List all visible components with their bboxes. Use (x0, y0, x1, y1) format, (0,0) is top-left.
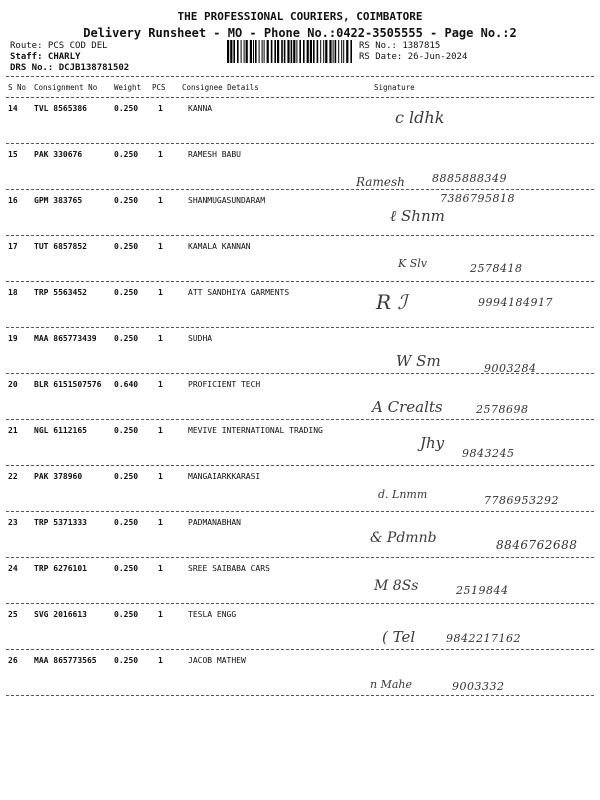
row-pcs: 1 (158, 196, 163, 205)
row-sno: 23 (8, 518, 18, 527)
signature-22: d. Lnmm (378, 488, 428, 501)
row-consignee: MEVIVE INTERNATIONAL TRADING (188, 426, 323, 435)
row-consignee: KAMALA KANNAN (188, 242, 251, 251)
signature-18: R ℐ (376, 290, 407, 314)
route-label: Route: PCS COD DEL (10, 41, 108, 51)
row-sno: 19 (8, 334, 18, 343)
row-consignee: MANGAIARKKARASI (188, 472, 261, 481)
signature-17-phone: 2578418 (470, 262, 523, 275)
staff-label: Staff: CHARLY (10, 52, 81, 62)
signature-26-phone: 9003332 (452, 680, 505, 693)
col-weight: Weight (114, 83, 142, 92)
row-sno: 16 (8, 196, 18, 205)
row-consignment-no: TRP 6276101 (34, 564, 87, 573)
row-consignment-no: TRP 5563452 (34, 288, 87, 297)
row-pcs: 1 (158, 656, 163, 665)
row-weight: 0.250 (114, 334, 139, 343)
table-header (6, 76, 594, 98)
col-consignee: Consignee Details (182, 83, 259, 92)
row-pcs: 1 (158, 150, 163, 159)
signature-20: A Crealts (372, 398, 443, 416)
row-consignee: SREE SAIBABA CARS (188, 564, 270, 573)
signature-24: M 8Ss (374, 578, 419, 594)
row-pcs: 1 (158, 610, 163, 619)
signature-14: c ldhk (395, 108, 445, 127)
row-weight: 0.640 (114, 380, 139, 389)
row-consignment-no: SVG 2016613 (34, 610, 87, 619)
signature-23-phone: 8846762688 (496, 538, 578, 552)
row-consignee: ATT SANDHIYA GARMENTS (188, 288, 290, 297)
signature-21: Jhy (420, 434, 445, 452)
row-consignee: SUDHA (188, 334, 213, 343)
row-consignee: PROFICIENT TECH (188, 380, 261, 389)
signature-19-phone: 9003284 (484, 362, 537, 375)
row-sno: 20 (8, 380, 18, 389)
row-weight: 0.250 (114, 610, 139, 619)
row-consignee: SHANMUGASUNDARAM (188, 196, 266, 205)
row-pcs: 1 (158, 426, 163, 435)
row-sno: 15 (8, 150, 18, 159)
row-weight: 0.250 (114, 472, 139, 481)
signature-26: n Mahe (370, 678, 412, 691)
col-signature: Signature (374, 83, 415, 92)
row-pcs: 1 (158, 380, 163, 389)
row-consignment-no: MAA 865773565 (34, 656, 97, 665)
row-sno: 24 (8, 564, 18, 573)
row-sno: 22 (8, 472, 18, 481)
signature-20-phone: 2578698 (476, 403, 529, 416)
row-weight: 0.250 (114, 196, 139, 205)
col-consignment: Consignment No (34, 83, 98, 92)
row-consignment-no: NGL 6112165 (34, 426, 87, 435)
signature-25: ( Tel (382, 628, 416, 646)
rs-number: RS No.: 1387815 (359, 41, 441, 51)
signature-22-phone: 7786953292 (484, 494, 559, 507)
row-pcs: 1 (158, 104, 163, 113)
runsheet-subtitle: Delivery Runsheet - MO - Phone No.:0422-3505555 - Page No.:2 (83, 26, 517, 40)
signature-15-phone: 8885888349 (432, 172, 507, 185)
row-weight: 0.250 (114, 656, 139, 665)
signature-25-phone: 9842217162 (446, 632, 521, 645)
row-weight: 0.250 (114, 426, 139, 435)
row-sno: 14 (8, 104, 18, 113)
row-weight: 0.250 (114, 518, 139, 527)
company-title: THE PROFESSIONAL COURIERS, COIMBATORE (177, 10, 423, 23)
table-row (6, 649, 594, 696)
row-sno: 18 (8, 288, 18, 297)
row-consignee: JACOB MATHEW (188, 656, 246, 665)
row-consignment-no: PAK 330676 (34, 150, 83, 159)
signature-15: Ramesh (356, 175, 405, 189)
row-consignment-no: GPM 383765 (34, 196, 83, 205)
row-consignment-no: TRP 5371333 (34, 518, 87, 527)
signature-18-phone: 9994184917 (478, 296, 553, 309)
rs-date: RS Date: 26-Jun-2024 (359, 52, 468, 62)
row-sno: 21 (8, 426, 18, 435)
row-pcs: 1 (158, 564, 163, 573)
row-sno: 17 (8, 242, 18, 251)
row-consignment-no: TVL 8565386 (34, 104, 87, 113)
drs-number: DRS No.: DCJB138781502 (10, 63, 130, 73)
row-sno: 25 (8, 610, 18, 619)
row-consignee: RAMESH BABU (188, 150, 241, 159)
signature-19: W Sm (396, 352, 441, 370)
signature-16: ℓ Shnm (390, 207, 445, 225)
row-pcs: 1 (158, 472, 163, 481)
signature-24-phone: 2519844 (456, 584, 509, 597)
row-consignment-no: PAK 378960 (34, 472, 83, 481)
row-consignee: KANNA (188, 104, 213, 113)
row-consignee: PADMANABHAN (188, 518, 241, 527)
row-pcs: 1 (158, 242, 163, 251)
row-pcs: 1 (158, 334, 163, 343)
barcode (227, 40, 353, 63)
signature-23: & Pdmnb (370, 530, 437, 546)
row-weight: 0.250 (114, 104, 139, 113)
signature-17: K Slv (398, 257, 427, 270)
row-consignment-no: TUT 6857852 (34, 242, 87, 251)
col-pcs: PCS (152, 83, 166, 92)
signature-21-phone: 9843245 (462, 447, 515, 460)
col-sno: S No (8, 83, 27, 92)
row-pcs: 1 (158, 518, 163, 527)
row-weight: 0.250 (114, 288, 139, 297)
row-consignment-no: BLR 6151507576 (34, 380, 102, 389)
row-pcs: 1 (158, 288, 163, 297)
row-weight: 0.250 (114, 242, 139, 251)
row-consignee: TESLA ENGG (188, 610, 237, 619)
row-weight: 0.250 (114, 150, 139, 159)
row-weight: 0.250 (114, 564, 139, 573)
table-row (6, 97, 594, 144)
row-sno: 26 (8, 656, 18, 665)
signature-16-phone: 7386795818 (440, 192, 515, 205)
row-consignment-no: MAA 865773439 (34, 334, 97, 343)
